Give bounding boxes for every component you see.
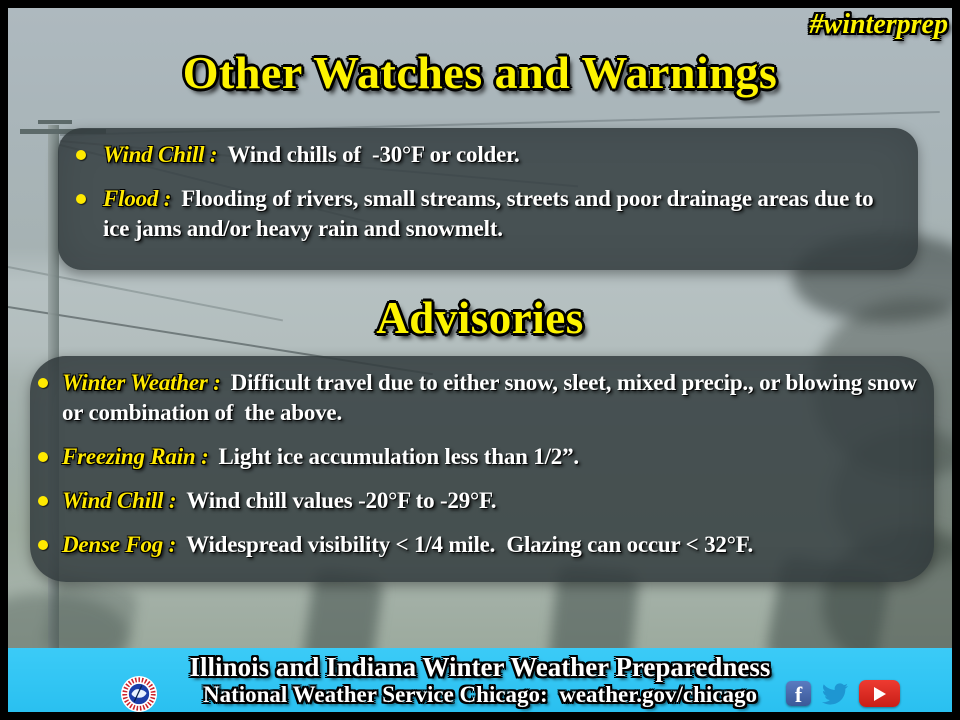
bullet-item bbox=[58, 184, 902, 244]
watches-warnings-panel bbox=[58, 128, 918, 270]
footer-title: Illinois and Indiana Winter Weather Preparedness bbox=[189, 652, 771, 682]
bullet-icon bbox=[76, 150, 86, 160]
bullet-icon bbox=[38, 540, 48, 550]
bullet-text: Difficult travel due to either snow, sleet, mixed precip., or blowing snow or combination of the above. bbox=[62, 370, 923, 425]
bullet-text: Flooding of rivers, small streams, streets and poor drainage areas due to ice jams and/or heavy rain and snowmelt. bbox=[103, 186, 880, 241]
footer-subtitle: National Weather Service Chicago: weather.gov/chicago bbox=[202, 682, 758, 708]
hashtag-winterprep: #winterprep bbox=[809, 9, 948, 40]
twitter-icon[interactable] bbox=[820, 681, 850, 707]
bullet-icon bbox=[76, 194, 86, 204]
bullet-label: Flood : bbox=[103, 186, 172, 211]
facebook-icon[interactable]: f bbox=[786, 681, 811, 706]
pole-crossarm bbox=[38, 120, 72, 124]
bullet-item bbox=[58, 140, 902, 170]
social-icons bbox=[786, 680, 900, 707]
play-icon bbox=[874, 687, 886, 701]
bullet-icon bbox=[38, 378, 48, 388]
bullet-label: Wind Chill : bbox=[62, 488, 177, 513]
bullet-icon bbox=[38, 452, 48, 462]
advisories-panel bbox=[30, 356, 934, 582]
bullet-label: Dense Fog : bbox=[62, 532, 177, 557]
footer-bar bbox=[8, 648, 952, 712]
bullet-item bbox=[30, 368, 923, 428]
bullet-item bbox=[30, 530, 918, 560]
advisories-title: Advisories bbox=[376, 293, 584, 343]
youtube-icon[interactable] bbox=[859, 680, 900, 707]
bullet-label: Wind Chill : bbox=[103, 142, 218, 167]
bullet-label: Freezing Rain : bbox=[62, 444, 209, 469]
bullet-text: Wind chills of -30°F or colder. bbox=[227, 142, 520, 167]
bullet-icon bbox=[38, 496, 48, 506]
watches-bullet-list bbox=[58, 128, 918, 244]
page-title: Other Watches and Warnings bbox=[182, 47, 778, 98]
nws-logo bbox=[120, 675, 158, 713]
advisories-bullet-list bbox=[30, 356, 934, 560]
bullet-text: Light ice accumulation less than 1/2”. bbox=[218, 444, 579, 469]
bullet-label: Winter Weather : bbox=[62, 370, 221, 395]
bullet-text: Widespread visibility < 1/4 mile. Glazing can occur < 32°F. bbox=[186, 532, 753, 557]
bullet-item bbox=[30, 442, 918, 472]
bullet-text: Wind chill values -20°F to -29°F. bbox=[186, 488, 497, 513]
bullet-item bbox=[30, 486, 918, 516]
